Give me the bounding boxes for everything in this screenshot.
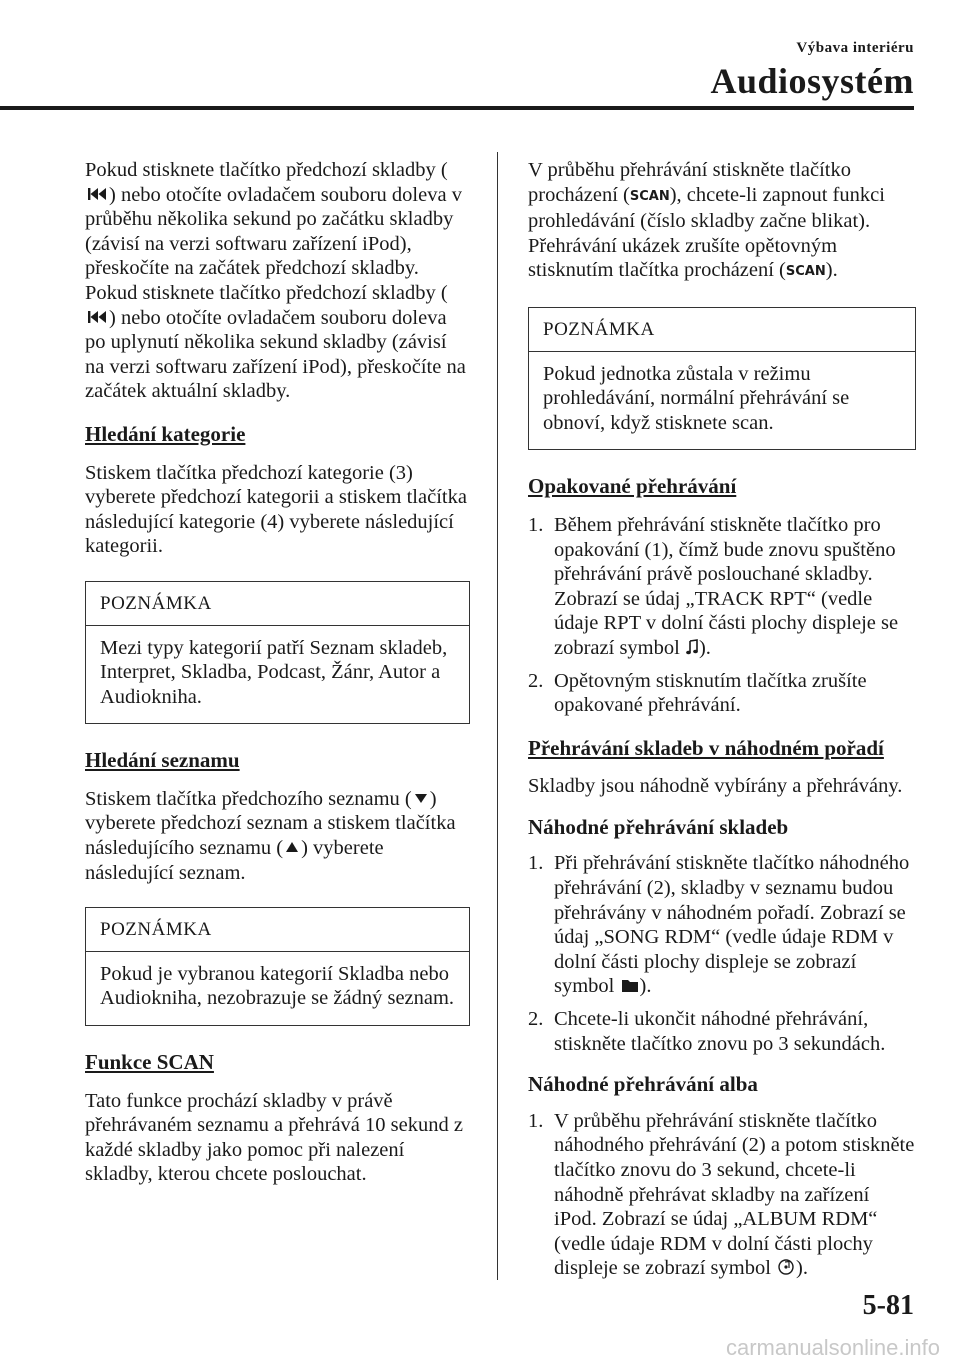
list-item: 2. Opětovným stisknutím tlačítka zrušíte opakované přehrávání.: [528, 669, 867, 717]
header-section: Výbava interiéru: [796, 40, 914, 56]
page-number: 5-81: [862, 1290, 914, 1321]
heading-scan: Funkce SCAN: [85, 1050, 214, 1075]
previous-track-icon: [85, 185, 109, 203]
heading-repeat: Opakované přehrávání: [528, 474, 737, 499]
scan-icon: SCAN: [629, 188, 670, 204]
left-column: [85, 158, 470, 1197]
note-title: POZNÁMKA: [86, 908, 469, 952]
random-song-steps: [528, 851, 916, 1056]
note-box-list: [85, 907, 470, 1026]
heading-list-search: Hledání seznamu: [85, 748, 240, 773]
heading-random-album: Náhodné přehrávání alba: [528, 1072, 758, 1097]
note-box-scan: [528, 307, 916, 450]
folder-icon: [620, 976, 640, 994]
up-triangle-icon: [283, 838, 301, 856]
list-item: 1. Při přehrávání stiskněte tlačítko náhodného přehrávání (2), skladby v seznamu budou přehrávány v náhodném pořadí. Zobrazí se údaj „SONG RDM“ (vedle údaje RDM v dolní části plochy displeje se zobrazí symbol ).: [528, 852, 910, 998]
paragraph-prev-track-early: Pokud stisknete tlačítko předchozí skladby ( ) nebo otočíte ovladačem souboru doleva v průběhu několika sekund po začátku skladby (závisí na verzi softwaru zařízení iPod), přeskočíte na začátek předchozí skladby.: [85, 159, 462, 280]
music-note-icon: [685, 638, 699, 656]
note-body: Mezi typy kategorií patří Seznam skladeb, Interpret, Skladba, Podcast, Žánr, Autor a Audiokniha.: [100, 636, 448, 708]
right-column: [528, 158, 916, 1291]
down-triangle-icon: [412, 789, 430, 807]
note-title: POZNÁMKA: [86, 582, 469, 626]
list-item: 1. Během přehrávání stiskněte tlačítko pro opakování (1), čímž bude znovu spuštěno přehrávání právě poslouchané skladby. Zobrazí se údaj „TRACK RPT“ (vedle údaje RPT v dolní části plochy displeje se zobrazí symbol ).: [528, 513, 899, 659]
heading-category-search: Hledání kategorie: [85, 421, 246, 446]
disc-icon: [776, 1258, 796, 1276]
scan-icon: SCAN: [785, 264, 826, 280]
list-item: 1. V průběhu přehrávání stiskněte tlačítko náhodného přehrávání (2) a potom stiskněte tlačítko znovu do 3 sekund, chcete-li náhodně přehrávat skladby na zařízení iPod. Zobrazí se údaj „ALBUM RDM“ (vedle údaje RDM v dolní části plochy displeje se zobrazí symbol ).: [528, 1109, 915, 1280]
paragraph-scan-usage: V průběhu přehrávání stiskněte tlačítko procházení (SCAN), chcete-li zapnout funkci prohledávání (číslo skladby začne blikat). Přehrávání ukázek zrušíte opětovným stisknutím tlačítka procházení (SCAN).: [528, 158, 916, 285]
random-album-steps: [528, 1109, 916, 1281]
page-title: Audiosystém: [710, 61, 914, 101]
paragraph-prev-track-late: Pokud stisknete tlačítko předchozí skladby ( ) nebo otočíte ovladačem souboru doleva po uplynutí několika sekund skladby (závisí na verzi softwaru zařízení iPod), přeskočíte na začátek aktuální skladby.: [85, 281, 466, 403]
note-title: POZNÁMKA: [529, 308, 915, 352]
paragraph-scan: Tato funkce prochází skladby v právě přehrávaném seznamu a přehrává 10 sekund z každé skladby jako pomoc při nalezení skladby, kterou chcete poslouchat.: [85, 1089, 463, 1186]
paragraph-list: Stiskem tlačítka předchozího seznamu ( ) vyberete předchozí seznam a stiskem tlačítka následujícího seznamu ( ) vyberete následující seznam.: [85, 787, 456, 884]
paragraph-category: Stiskem tlačítka předchozí kategorie (3) vyberete předchozí kategorii a stiskem tlačítka následující kategorie (4) vyberete následující kategorii.: [85, 461, 467, 558]
note-box-categories: [85, 581, 470, 724]
note-body: Pokud jednotka zůstala v režimu prohledávání, normální přehrávání se obnoví, když stisknete scan.: [543, 362, 850, 434]
list-item: 2. Chcete-li ukončit náhodné přehrávání, stiskněte tlačítko znovu po 3 sekundách.: [528, 1008, 886, 1055]
watermark: carmanualsonline.info: [725, 1335, 940, 1360]
paragraph-random: Skladby jsou náhodně vybírány a přehrávány.: [528, 775, 903, 798]
repeat-steps: [528, 513, 916, 718]
column-divider: [497, 152, 498, 1280]
note-body: Pokud je vybranou kategorií Skladba nebo Audiokniha, nezobrazuje se žádný seznam.: [100, 962, 455, 1010]
heading-random-songs: Náhodné přehrávání skladeb: [528, 814, 789, 839]
heading-random: Přehrávání skladeb v náhodném pořadí: [528, 735, 884, 760]
header-rule: [0, 106, 914, 110]
previous-track-icon: [85, 308, 109, 326]
